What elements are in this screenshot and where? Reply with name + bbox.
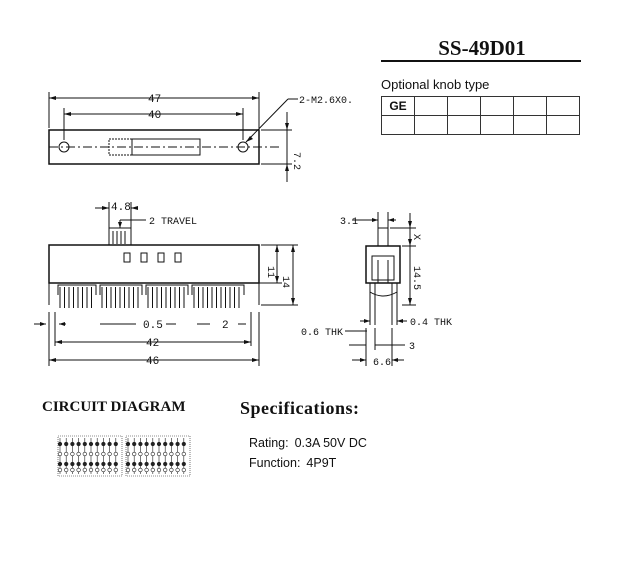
contact-point <box>102 462 106 466</box>
dim-knob-width: 4.8 <box>111 202 131 214</box>
contact-point <box>176 442 180 446</box>
rating-label: Rating: <box>249 436 289 450</box>
contact-point <box>89 468 93 472</box>
contact-point <box>83 442 87 446</box>
contact-point <box>182 468 186 472</box>
contact-point <box>77 442 81 446</box>
contact-point <box>126 442 130 446</box>
contact-point <box>71 462 75 466</box>
contact-point <box>102 468 106 472</box>
contact-point <box>64 452 68 456</box>
dim-knob-depth: 3.1 <box>340 217 359 228</box>
contact-point <box>102 442 106 446</box>
contact-point <box>176 462 180 466</box>
contact-point <box>132 468 136 472</box>
contact-point <box>182 442 186 446</box>
model-title: SS-49D01 <box>438 36 526 60</box>
function-label: Function: <box>249 456 301 470</box>
dim-top-height: 7.2 <box>290 152 301 171</box>
contact-point <box>163 462 167 466</box>
contact-point <box>102 452 106 456</box>
contact-point <box>108 442 112 446</box>
dim-total-height: 14 <box>279 276 290 289</box>
contact-point <box>170 442 174 446</box>
contact-point <box>114 468 118 472</box>
contact-point <box>71 452 75 456</box>
contact-point <box>132 452 136 456</box>
contact-point <box>139 468 143 472</box>
contact-point <box>108 462 112 466</box>
spec-function <box>249 456 342 470</box>
contact-point <box>58 468 62 472</box>
contact-point <box>145 462 149 466</box>
contact-point <box>163 442 167 446</box>
contact-point <box>71 468 75 472</box>
rating-value: 0.3A 50V DC <box>294 436 367 450</box>
contact-point <box>83 462 87 466</box>
dim-group-pitch: 2 <box>222 320 229 332</box>
knob-option-ge: GE <box>382 97 415 116</box>
spec-rating <box>249 436 373 450</box>
contact-point <box>176 468 180 472</box>
terminal-pins <box>60 287 239 308</box>
contact-point <box>83 452 87 456</box>
function-value: 4P9T <box>306 456 337 470</box>
contact-point <box>126 452 130 456</box>
contact-point <box>108 452 112 456</box>
dim-hole-pitch: 40 <box>148 110 162 122</box>
contact-point <box>145 452 149 456</box>
contact-point <box>89 442 93 446</box>
contact-point <box>114 452 118 456</box>
top-view <box>49 92 298 182</box>
contact-point <box>114 462 118 466</box>
contact-point <box>163 468 167 472</box>
dim-pin-pitch: 0.5 <box>143 320 163 332</box>
contact-point <box>77 462 81 466</box>
travel-label: 2 TRAVEL <box>149 217 198 228</box>
contact-point <box>151 462 155 466</box>
contact-point <box>77 452 81 456</box>
contact-point <box>182 452 186 456</box>
contact-point <box>64 442 68 446</box>
contact-point <box>163 452 167 456</box>
contact-point <box>64 462 68 466</box>
contact-point <box>114 442 118 446</box>
dim-pin-span: 42 <box>146 338 160 350</box>
dim-side-width: 6.6 <box>373 358 392 369</box>
dim-pin-offset: 3 <box>409 342 416 353</box>
contact-point <box>157 462 161 466</box>
dim-body-height: 11 <box>264 266 275 279</box>
contact-point <box>58 462 62 466</box>
contact-point <box>64 468 68 472</box>
contact-point <box>89 462 93 466</box>
contact-point <box>126 468 130 472</box>
contact-point <box>126 462 130 466</box>
contact-point <box>145 442 149 446</box>
contact-point <box>139 452 143 456</box>
contact-point <box>151 468 155 472</box>
specifications-title: Specifications: <box>240 398 360 418</box>
contact-point <box>182 462 186 466</box>
circuit-diagram-title: CIRCUIT DIAGRAM <box>42 399 186 415</box>
side-view <box>345 212 416 366</box>
contact-point <box>157 442 161 446</box>
contact-point <box>151 442 155 446</box>
dim-side-height: 14.5 <box>410 266 421 291</box>
contact-point <box>83 468 87 472</box>
contact-point <box>170 462 174 466</box>
contact-point <box>170 468 174 472</box>
contact-point <box>151 452 155 456</box>
dim-pin-thk-left: 0.6 THK <box>301 328 344 339</box>
dim-overall-length: 47 <box>148 94 162 106</box>
contact-point <box>95 442 99 446</box>
contact-point <box>89 452 93 456</box>
contact-point <box>145 468 149 472</box>
contact-point <box>157 468 161 472</box>
contact-point <box>95 462 99 466</box>
contact-point <box>71 442 75 446</box>
contact-point <box>95 468 99 472</box>
dim-knob-height: X <box>410 234 421 241</box>
contact-point <box>77 468 81 472</box>
contact-point <box>139 462 143 466</box>
contact-point <box>132 462 136 466</box>
circuit-diagram <box>58 436 190 476</box>
contact-point <box>139 442 143 446</box>
contact-point <box>58 442 62 446</box>
contact-point <box>95 452 99 456</box>
contact-point <box>157 452 161 456</box>
dim-pin-thk-right: 0.4 THK <box>410 318 453 329</box>
contact-point <box>132 442 136 446</box>
dim-base-length: 46 <box>146 356 160 368</box>
knob-caption: Optional knob type <box>381 77 490 92</box>
contact-point <box>170 452 174 456</box>
hole-callout: 2-M2.6X0. <box>299 96 354 107</box>
contact-point <box>176 452 180 456</box>
contact-point <box>58 452 62 456</box>
contact-point <box>108 468 112 472</box>
